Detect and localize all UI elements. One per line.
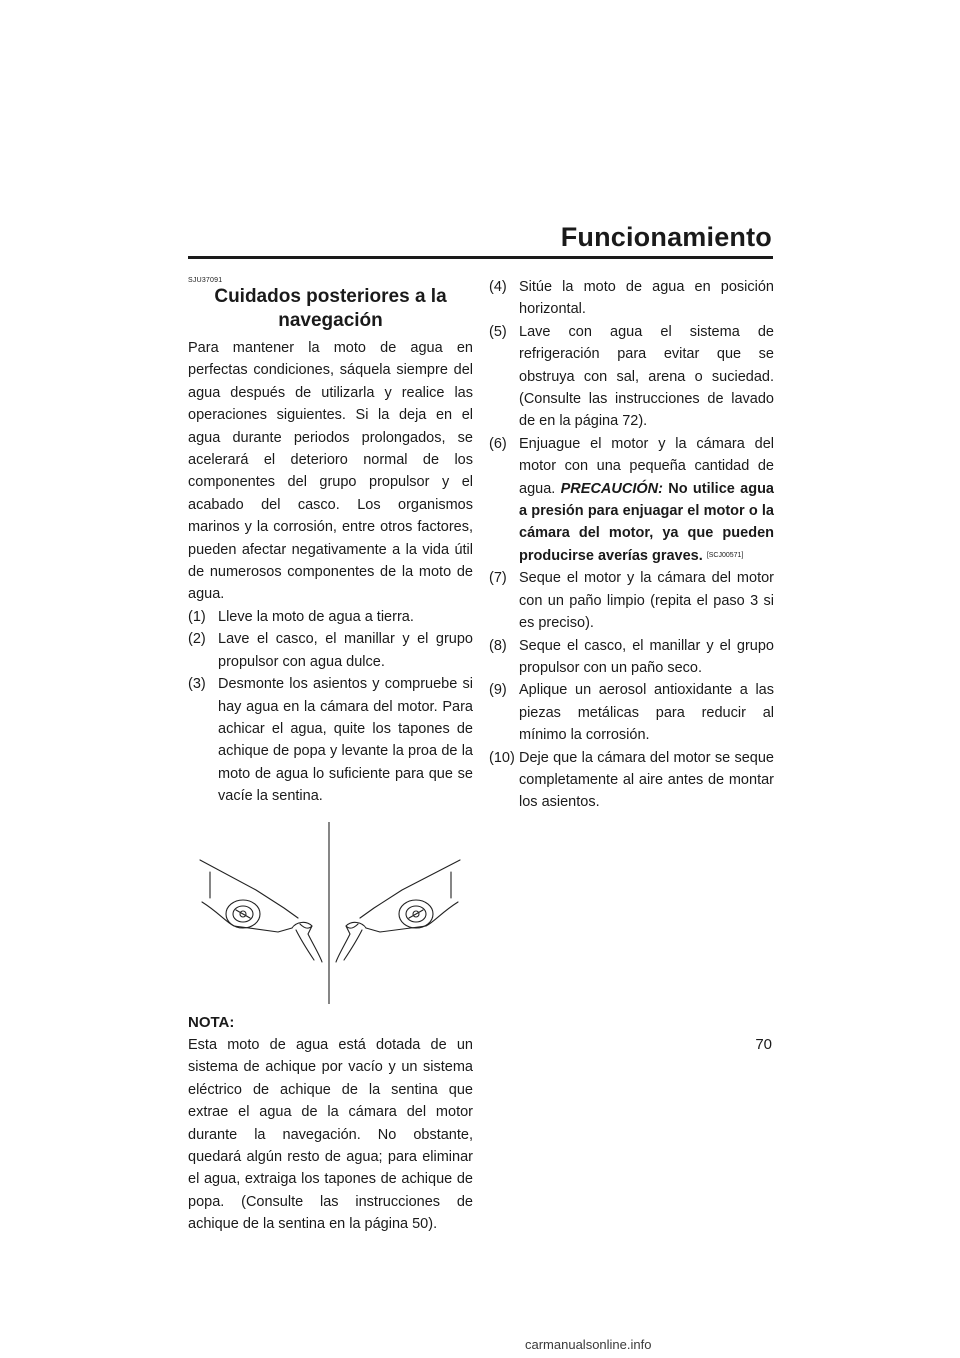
section-title-line2: navegación <box>278 310 383 331</box>
drain-plug-illustration <box>188 822 473 1004</box>
caution-label: PRECAUCIÓN: <box>560 480 663 497</box>
step-number: (5) <box>489 323 507 340</box>
list-item <box>489 321 774 433</box>
page-number: 70 <box>755 1036 772 1053</box>
list-item <box>489 276 774 321</box>
step-number: (9) <box>489 682 507 699</box>
header-rule <box>188 256 773 259</box>
step-text: Aplique un aerosol antioxidante a las piezas metálicas para reducir al mínimo la corrosión. <box>519 682 774 744</box>
step-text: Sitúe la moto de agua en posición horizontal. <box>519 279 774 318</box>
step-number: (1) <box>188 608 206 625</box>
step-text: Deje que la cámara del motor se seque completamente al aire antes de montar los asientos. <box>519 749 774 811</box>
step-number: (3) <box>188 676 206 693</box>
section-code: SJU37091 <box>188 277 223 284</box>
step-text: Desmonte los asientos y compruebe si hay agua en la cámara del motor. Para achicar el agua, quite los tapones de achique de popa y levante la proa de la moto de agua lo suficiente para que se vacíe la sentina. <box>218 676 473 805</box>
drain-plug-drawing <box>188 822 473 1004</box>
list-item <box>489 567 774 634</box>
note-text: Esta moto de agua está dotada de un sistema de achique por vacío y un sistema eléctrico de achique de la sentina que extrae el agua de la cámara del motor durante la navegación. No obstante, quedará algún resto de agua; para eliminar el agua, extraiga los tapones de achique de popa. (Consulte las instrucciones de achique de la sentina en la página 50). <box>188 1036 473 1233</box>
step-text <box>519 433 774 567</box>
step6-text: Enjuague el motor y la cámara del motor con una pequeña cantidad de agua. <box>519 435 774 497</box>
page-header-title: Funcionamiento <box>560 222 772 252</box>
intro-paragraph: Para mantener la moto de agua en perfectas condiciones, sáquela siempre del agua después de utilizarla y realice las operaciones siguientes. Si la deja en el agua durante periodos prolongados, se acelerará el deterioro normal de los componentes del grupo propulsor y el acabado del casco. Los organismos marinos y la corrosión, entre otros factores, pueden afectar negativamente a la vida útil de numerosos componentes de la moto de agua. <box>188 340 473 603</box>
right-column <box>489 276 774 814</box>
list-item <box>489 747 774 814</box>
step-number: (7) <box>489 570 507 587</box>
footer-watermark: carmanualsonline.info <box>525 1337 652 1352</box>
step-text: Lleve la moto de agua a tierra. <box>218 608 414 625</box>
list-item <box>489 679 774 746</box>
step-number: (6) <box>489 435 507 452</box>
step-number: (4) <box>489 279 507 295</box>
step-text: Lave con agua el sistema de refrigeración para evitar que se obstruya con sal, arena o suciedad. (Consulte las instrucciones de lavado de en la página 72). <box>519 323 774 430</box>
list-item <box>188 673 473 807</box>
section-title-line1: Cuidados posteriores a la <box>214 286 447 307</box>
caution-text: No utilice agua a presión para enjuagar el motor o la cámara del motor, ya que pueden producirse averías graves. <box>519 480 774 564</box>
caution-code: [SCJ00571] <box>706 551 744 559</box>
section-title <box>188 285 473 333</box>
list-item <box>489 635 774 680</box>
step-number: (8) <box>489 637 507 654</box>
step-number: (10) <box>489 749 515 766</box>
step-number: (2) <box>188 631 206 648</box>
step-text: Lave el casco, el manillar y el grupo propulsor con agua dulce. <box>218 631 473 670</box>
step-text: Seque el casco, el manillar y el grupo propulsor con un paño seco. <box>519 637 774 676</box>
step-text: Seque el motor y la cámara del motor con un paño limpio (repita el paso 3 si es preciso). <box>519 570 774 632</box>
list-item <box>188 606 473 628</box>
list-item <box>188 628 473 673</box>
note-title: NOTA: <box>188 1013 235 1031</box>
list-item <box>489 433 774 567</box>
left-column <box>188 276 473 1236</box>
